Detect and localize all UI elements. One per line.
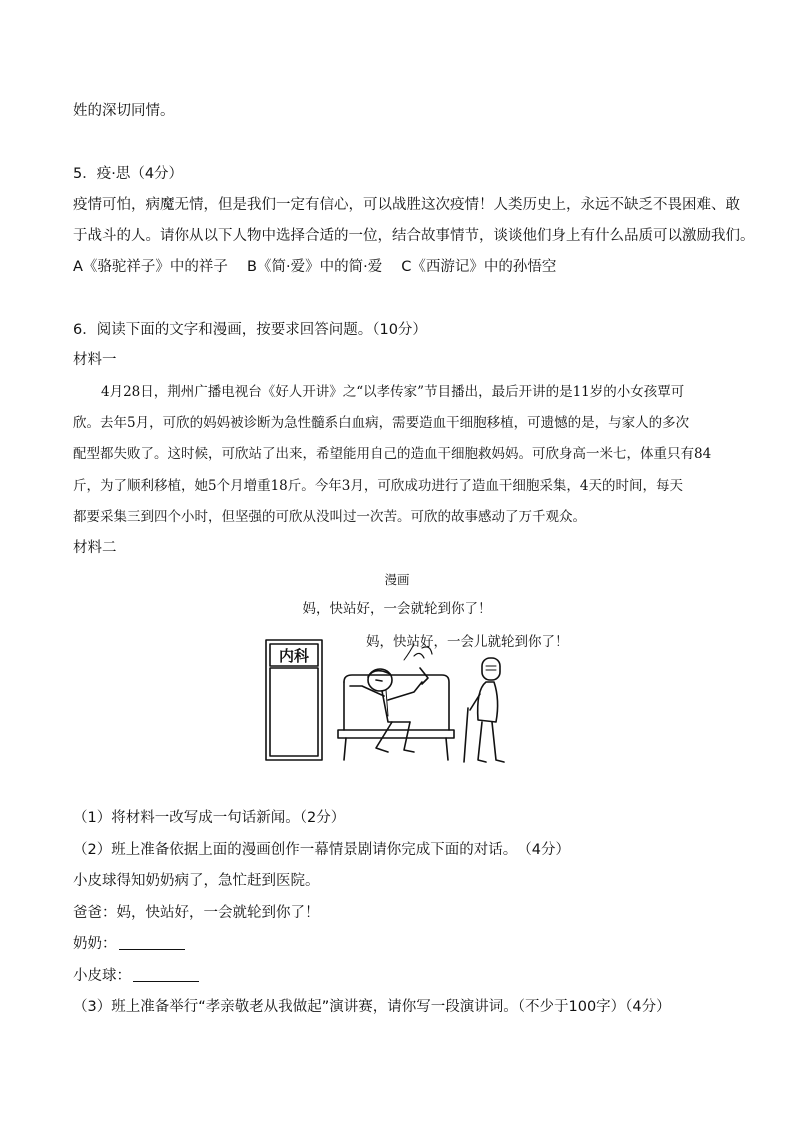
material-1-line-2: 欣。去年5月，可欣的妈妈被诊断为急性髓系白血病，需要造血干细胞移植，可遗憾的是，与家人的多次 <box>73 415 690 431</box>
dialogue-kid <box>73 966 199 986</box>
clinic-sign: 内科 <box>278 647 310 665</box>
cartoon-illustration <box>264 630 530 770</box>
walking-cane <box>464 708 468 762</box>
material-1-line-3: 配型都失败了。这时候，可欣站了出来，希望能用自己的造血干细胞救妈妈。可欣身高一米七，体重只有84 <box>73 446 712 462</box>
cartoon-title: 漫画 <box>384 572 410 587</box>
dialogue-dad: 爸爸：妈，快站好，一会就轮到你了！ <box>73 905 320 921</box>
kid-answer-blank[interactable] <box>133 967 199 982</box>
material-1-line-4: 斤，为了顺利移植，她5个月增重18斤。今年3月，可欣成功进行了造血干细胞采集，4天的时间，每天 <box>73 478 683 494</box>
bench-seat <box>338 730 454 738</box>
question-5-options: A《骆驼祥子》中的祥子 B《简·爱》中的简·爱 C《西游记》中的孙悟空 <box>73 259 557 275</box>
material-1-line-5: 都要采集三到四个小时，但坚强的可欣从没叫过一次苦。可欣的故事感动了万千观众。 <box>73 509 586 525</box>
grandma-answer-blank[interactable] <box>119 935 185 950</box>
continued-text: 姓的深切同情。 <box>73 103 175 119</box>
dialogue-intro: 小皮球得知奶奶病了，急忙赶到医院。 <box>73 873 320 889</box>
question-5-body-line-2: 于战斗的人。请你从以下人物中选择合适的一位，结合故事情节，谈谈他们身上有什么品质可以激励我们。 <box>73 228 755 244</box>
question-6-title: 6．阅读下面的文字和漫画，按要求回答问题。（10分） <box>73 322 427 338</box>
sub-question-1: （1）将材料一改写成一句话新闻。（2分） <box>73 810 346 826</box>
sub-question-3: （3）班上准备举行“孝亲敬老从我做起”演讲赛，请你写一段演讲词。（不少于100字）（4分） <box>73 999 671 1015</box>
grandma-head <box>482 658 500 680</box>
material-1-line-1: 4月28日，荆州广播电视台《好人开讲》之“以孝传家”节目播出，最后开讲的是11岁的小女孩覃可 <box>101 384 685 400</box>
material-1-label: 材料一 <box>73 352 117 368</box>
question-5-title: 5．疫·思（4分） <box>73 166 184 182</box>
cartoon-speech-text: 妈，快站好，一会儿就轮到你了！ <box>366 634 569 650</box>
question-5-body-line-1: 疫情可怕，病魔无情，但是我们一定有信心，可以战胜这次疫情！人类历史上，永远不缺乏不畏困难、敢 <box>73 197 740 213</box>
sub-question-2: （2）班上准备依据上面的漫画创作一幕情景剧请你完成下面的对话。 （4分） <box>73 842 570 858</box>
dialogue-kid-label: 小皮球： <box>73 968 131 984</box>
material-2-label: 材料二 <box>73 540 117 556</box>
dialogue-grandma-label: 奶奶： <box>73 936 117 952</box>
dialogue-grandma <box>73 934 185 954</box>
grandma-body <box>478 682 498 722</box>
cartoon-caption: 妈，快站好，一会就轮到你了！ <box>302 601 492 617</box>
